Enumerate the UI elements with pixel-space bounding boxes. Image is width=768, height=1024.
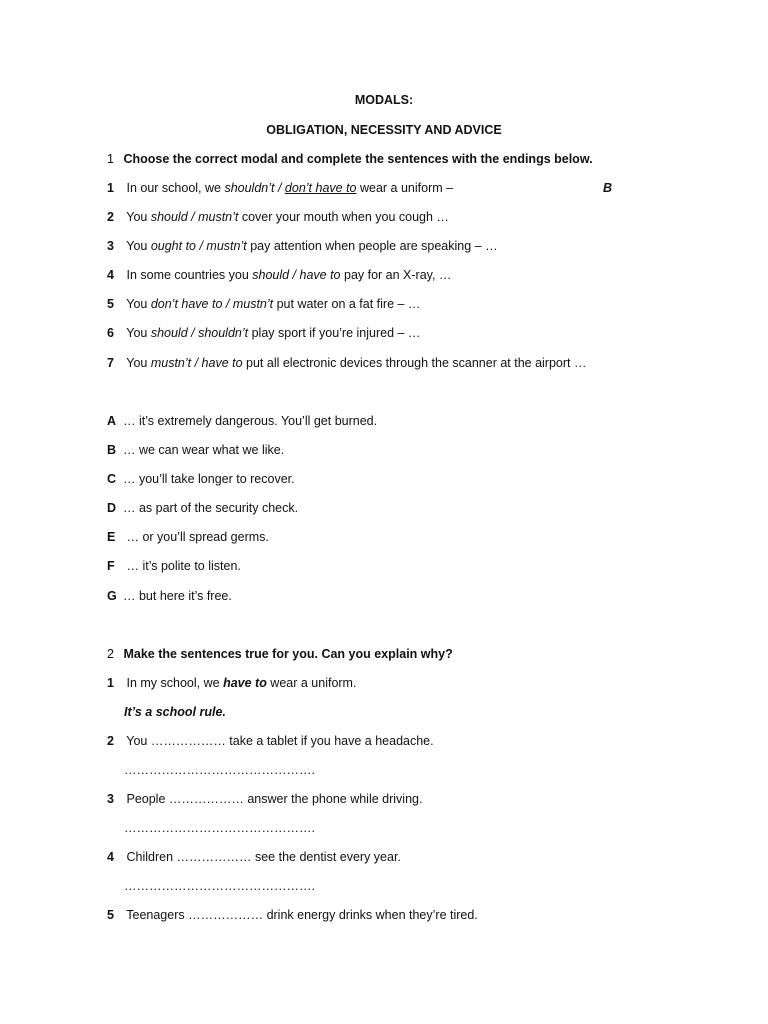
answer-blank: ………………………………………. [124,879,315,893]
item-text: You ……………… take a tablet if you have a headache. [126,734,434,748]
ending-text: … as part of the security check. [123,501,299,515]
modal-options: should / shouldn’t [150,326,249,340]
example-reason [124,704,226,720]
item-number: 1 [107,181,114,195]
sentence-item [107,791,422,807]
item-text-end: put water on a fat fire – … [273,297,421,311]
exercise-instruction: Choose the correct modal and complete the sentences with the endings below. [123,152,593,166]
item-text: People ……………… answer the phone while driving. [126,792,423,806]
ending-text: … it’s extremely dangerous. You’ll get burned. [123,414,378,428]
item-text-end: wear a uniform. [266,676,357,690]
exercise-2-heading [107,646,453,662]
ending-letter: C [107,472,117,486]
answer-blank: ………………………………………. [124,821,315,835]
ending-letter: G [107,589,117,603]
item-number: 2 [107,734,114,748]
item-text: Children ……………… see the dentist every year. [126,850,401,864]
modal-option-selected: don’t have to [284,181,357,195]
item-number: 6 [107,326,114,340]
item-text-end: put all electronic devices through the scanner at the airport … [242,356,587,370]
item-number: 1 [107,676,114,690]
example-reason-text: It’s a school rule. [124,705,226,719]
item-text-end: pay for an X-ray, … [340,268,452,282]
item-number: 3 [107,792,114,806]
item-text-start: You [126,297,151,311]
exercise-number: 2 [107,647,114,661]
item-text-start: You [126,326,151,340]
item-text-start: In some countries you [126,268,253,282]
page-subtitle: OBLIGATION, NECESSITY AND ADVICE [266,123,502,137]
item-number: 2 [107,210,114,224]
item-number: 7 [107,356,114,370]
item-number: 3 [107,239,114,253]
example-modal: have to [223,676,267,690]
modal-options: should / have to [252,268,341,282]
sentence-item [107,296,420,312]
ending-item [107,442,284,458]
exercise-instruction: Make the sentences true for you. Can you explain why? [123,647,453,661]
ending-letter: A [107,414,117,428]
modal-options: should / mustn’t [150,210,239,224]
item-text-start: In my school, we [126,676,224,690]
item-text-end: wear a uniform – [356,181,454,195]
item-text-start: In our school, we [126,181,225,195]
ending-text: … or you’ll spread germs. [123,530,269,544]
ending-text: … you’ll take longer to recover. [123,472,295,486]
ending-item [107,413,377,429]
ending-letter: D [107,501,117,515]
ending-text: … but here it’s free. [123,589,232,603]
item-number: 4 [107,850,114,864]
item-text-end: pay attention when people are speaking – … [246,239,498,253]
item-number: 5 [107,908,114,922]
modal-options: ought to / mustn’t [150,239,247,253]
sentence-item [107,209,449,225]
example-item [107,675,356,691]
exercise-number: 1 [107,152,114,166]
ending-text: … it’s polite to listen. [123,559,241,573]
ending-text: … we can wear what we like. [123,443,285,457]
modal-options: mustn’t / have to [150,356,243,370]
sentence-item [107,849,401,865]
answer-letter: B [603,181,613,195]
sentence-item [107,180,453,196]
ending-letter: F [107,559,115,573]
modal-options: don’t have to / mustn’t [150,297,274,311]
item-text-start: You [126,356,151,370]
exercise-1-heading [107,151,593,167]
modal-option: shouldn’t / [224,181,285,195]
item-text-end: cover your mouth when you cough … [238,210,449,224]
sentence-item [107,355,587,371]
ending-item [107,558,241,574]
item-number: 4 [107,268,114,282]
ending-item [107,471,295,487]
answer-blank: ………………………………………. [124,763,315,777]
item-text: Teenagers ……………… drink energy drinks when they’re tired. [126,908,478,922]
sentence-item [107,267,451,283]
item-text-end: play sport if you’re injured – … [248,326,421,340]
ending-item [107,588,232,604]
sentence-item [107,238,498,254]
ending-item [107,529,269,545]
ending-item [107,500,298,516]
sentence-item [107,907,478,923]
ending-letter: E [107,530,116,544]
sentence-item [107,733,434,749]
item-text-start: You [126,210,151,224]
ending-letter: B [107,443,117,457]
sentence-item [107,325,420,341]
page-title: MODALS: [354,93,414,107]
item-text-start: You [126,239,151,253]
item-number: 5 [107,297,114,311]
